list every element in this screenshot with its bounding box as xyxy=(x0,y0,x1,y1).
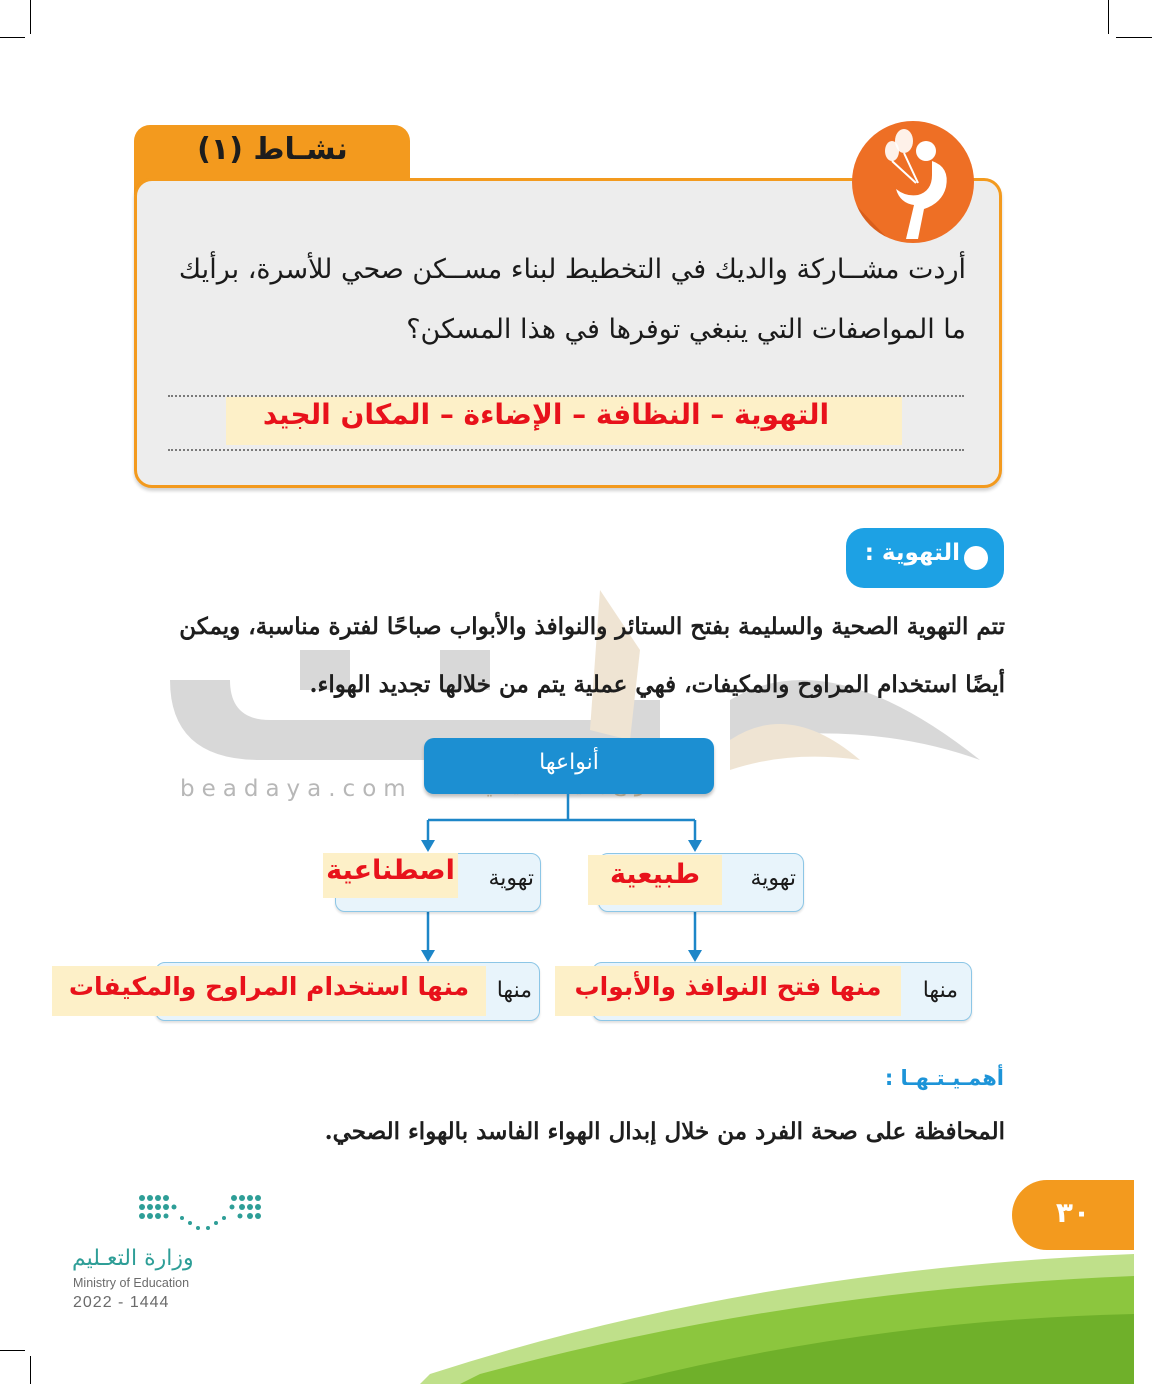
node-answer-artificial-example: منها استخدام المراوح والمكيفات xyxy=(68,972,470,1001)
node-answer-natural-example: منها فتح النوافذ والأبواب xyxy=(574,972,882,1001)
section-paragraph: تتم التهوية الصحية والسليمة بفتح الستائر والنوافذ والأبواب صباحًا لفترة مناسبة، ويمكن أيضًا استخدام المراوح والمكيفات، فهي عملية يتم من خلالها تجديد الهواء. xyxy=(179,613,1005,698)
ministry-logo-icon xyxy=(136,1190,268,1238)
decorative-swoosh xyxy=(420,1240,1152,1384)
ministry-name-english: Ministry of Education xyxy=(73,1276,190,1290)
node-prefix: منها xyxy=(922,978,958,1003)
activity-title: نشـاط (١) xyxy=(197,132,348,167)
node-prefix: تهوية xyxy=(488,866,534,891)
diagram-root-label: أنواعها xyxy=(539,750,599,775)
importance-title: أهمـيـتـهـا : xyxy=(884,1066,1004,1090)
ministry-year: 2022 - 1444 xyxy=(73,1294,170,1311)
importance-text: المحافظة على صحة الفرد من خلال إبدال الهواء الفاسد بالهواء الصحي. xyxy=(324,1118,1005,1145)
node-prefix: منها xyxy=(496,978,532,1003)
activity-answer: التهوية – النظافة – الإضاءة – المكان الجيد xyxy=(262,398,830,431)
section-title: التهوية : xyxy=(864,540,960,566)
node-answer-natural: طبيعية xyxy=(609,859,701,890)
node-answer-artificial: اصطناعية xyxy=(326,855,455,886)
node-prefix: تهوية xyxy=(750,866,796,891)
activity-question: أردت مشــاركة والديك في التخطيط لبناء مســكن صحي للأسرة، برأيك ما المواصفات التي ينبغي توفرها في هذا المسكن؟ xyxy=(178,254,966,345)
watermark-url: beadaya.com xyxy=(180,776,413,802)
page-number: ٣٠ xyxy=(1055,1196,1091,1229)
ministry-name-arabic: وزارة التعـليم xyxy=(72,1246,194,1271)
